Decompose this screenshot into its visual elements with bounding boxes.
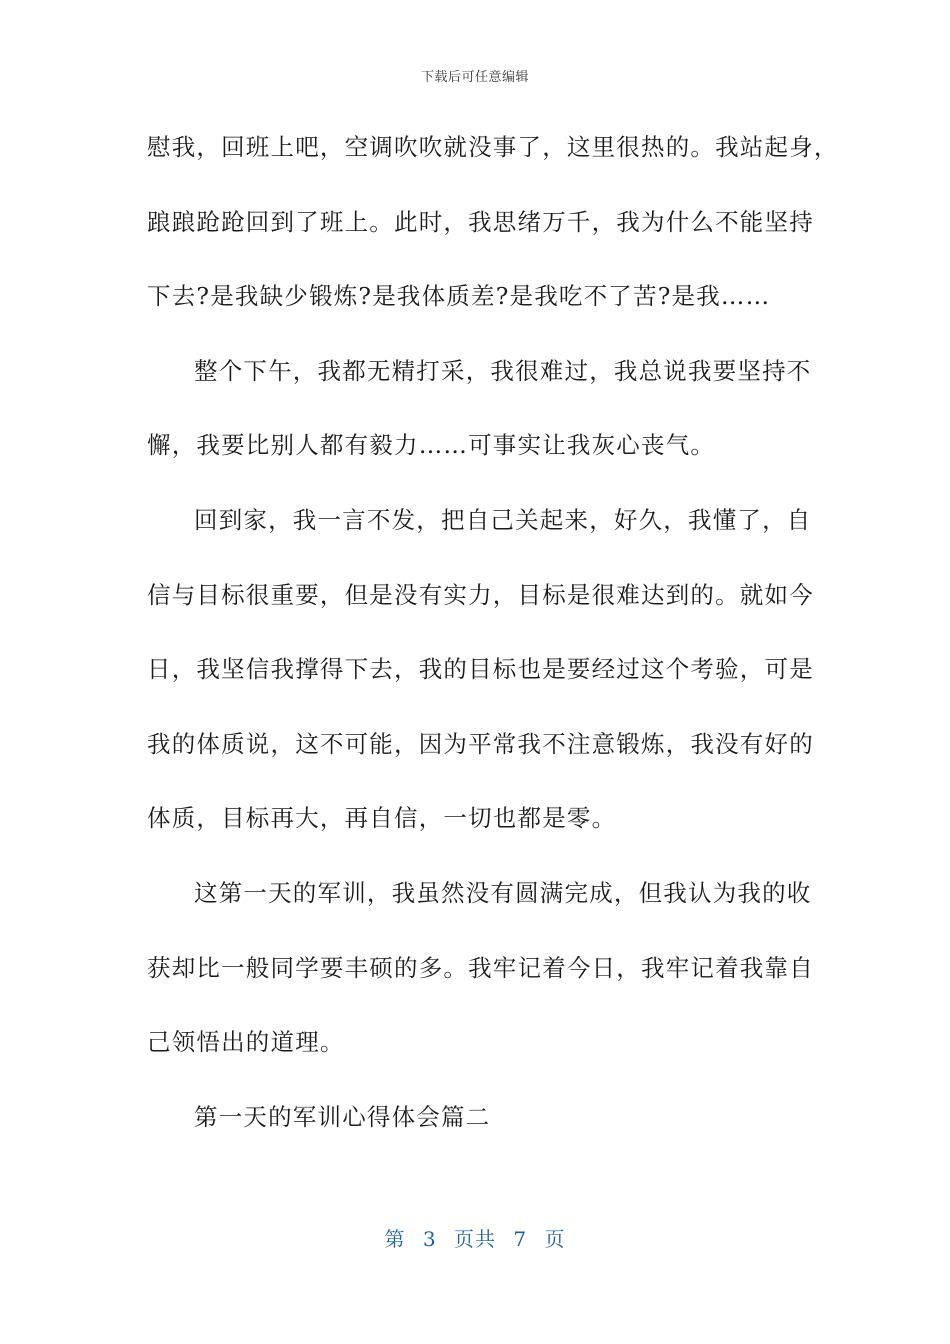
footer-page-number: 3 bbox=[422, 1227, 437, 1251]
document-body bbox=[147, 127, 839, 1171]
text-line: 慰我，回班上吧，空调吹吹就没事了，这里很热的。我站起身， bbox=[147, 133, 839, 161]
text-line: 懈，我要比别人都有毅力……可事实让我灰心丧气。 bbox=[147, 431, 716, 460]
footer-suffix: 页 bbox=[544, 1227, 566, 1251]
paragraph-start-line: 回到家，我一言不发，把自己关起来，好久，我懂了，自 bbox=[194, 505, 812, 534]
text-line: 我的体质说，这不可能，因为平常我不注意锻炼，我没有好的 bbox=[147, 729, 814, 758]
paragraph-start-line: 这第一天的军训，我虽然没有圆满完成，但我认为我的收 bbox=[194, 878, 812, 907]
text-line: 下去?是我缺少锻炼?是我体质差?是我吃不了苦?是我…… bbox=[147, 282, 771, 311]
page-header: 下载后可任意编辑 bbox=[420, 70, 529, 85]
text-line: 日，我坚信我撑得下去，我的目标也是要经过这个考验，可是 bbox=[147, 655, 814, 684]
paragraph-start-line: 整个下午，我都无精打采，我很难过，我总说我要坚持不 bbox=[194, 356, 812, 385]
text-line: 体质，目标再大，再自信，一切也都是零。 bbox=[147, 804, 617, 833]
page-footer bbox=[0, 1223, 950, 1252]
text-line: 获却比一般同学要丰硕的多。我牢记着今日，我牢记着我靠自 bbox=[147, 953, 814, 982]
text-line: 己领悟出的道理。 bbox=[147, 1028, 345, 1057]
footer-middle: 页共 bbox=[454, 1227, 496, 1251]
footer-total-pages: 7 bbox=[513, 1227, 528, 1251]
text-line: 信与目标很重要，但是没有实力，目标是很难达到的。就如今 bbox=[147, 580, 814, 609]
section-heading: 第一天的军训心得体会篇二 bbox=[194, 1102, 491, 1131]
footer-prefix: 第 bbox=[384, 1227, 406, 1251]
text-line: 踉踉跄跄回到了班上。此时，我思绪万千，我为什么不能坚持 bbox=[147, 207, 814, 236]
